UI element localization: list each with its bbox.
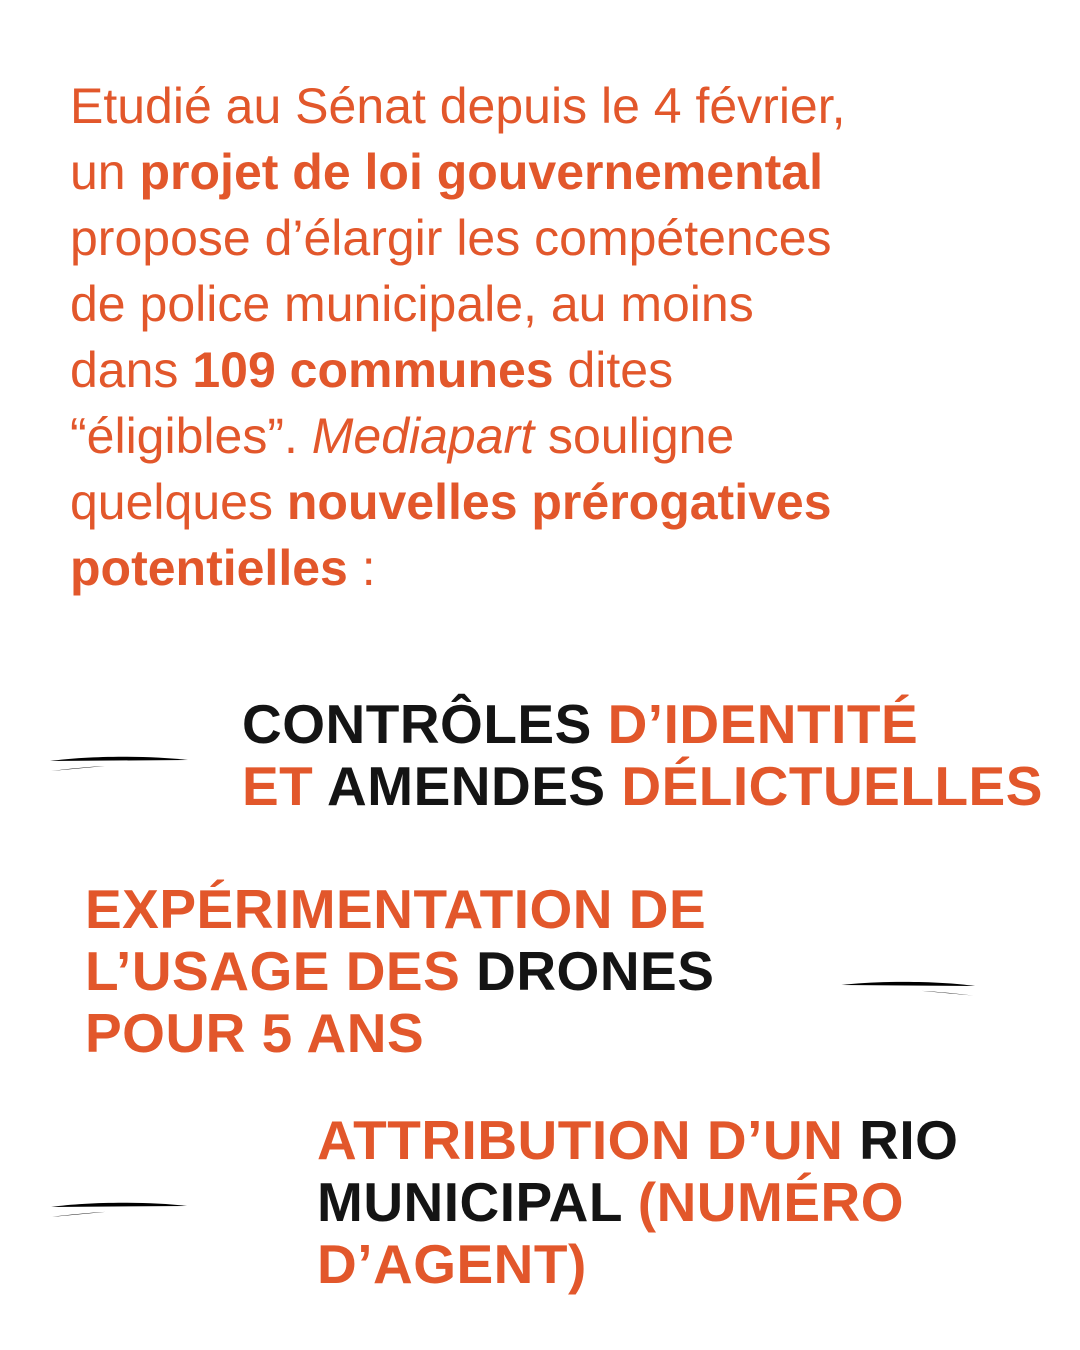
arrow-left-icon: [820, 922, 980, 1048]
text-segment: (NUMÉRO: [637, 1171, 905, 1233]
text-line: [70, 403, 846, 469]
text-line: [70, 535, 846, 601]
text-segment: RIO: [859, 1109, 959, 1171]
intro-paragraph: [70, 73, 846, 601]
text-segment: souligne: [534, 408, 735, 464]
text-line: [70, 73, 846, 139]
text-line: [85, 940, 714, 1002]
text-segment: D’IDENTITÉ: [607, 693, 919, 755]
text-line: [317, 1171, 958, 1233]
text-line: [317, 1233, 958, 1295]
text-segment: :: [347, 540, 376, 596]
text-line: [70, 271, 846, 337]
text-segment: un: [70, 144, 140, 200]
text-segment: DRONES: [476, 940, 715, 1002]
bullet-rio-municipal: [317, 1109, 958, 1295]
text-line: [85, 1002, 714, 1064]
text-segment: Etudié au Sénat depuis le 4 février,: [70, 78, 846, 134]
text-segment: L’USAGE DES: [85, 940, 477, 1002]
text-segment: de police municipale, au moins: [70, 276, 754, 332]
arrow-right-icon: [45, 695, 210, 825]
text-line: [242, 755, 1043, 817]
text-segment: D’AGENT): [317, 1233, 587, 1295]
bullet-drones: [85, 878, 714, 1064]
text-segment: nouvelles prérogatives: [286, 474, 832, 530]
text-line: [70, 205, 846, 271]
text-line: [242, 693, 1043, 755]
text-line: [85, 878, 714, 940]
text-segment: MUNICIPAL: [317, 1171, 638, 1233]
text-segment: ATTRIBUTION D’UN: [317, 1109, 860, 1171]
text-line: [70, 469, 846, 535]
text-segment: AMENDES: [327, 755, 622, 817]
text-segment: EXPÉRIMENTATION DE: [85, 878, 707, 940]
text-segment: DÉLICTUELLES: [621, 755, 1043, 817]
text-line: [70, 139, 846, 205]
text-segment: POUR 5 ANS: [85, 1002, 425, 1064]
text-segment: dites: [553, 342, 674, 398]
bullet-controles-identite: [242, 693, 1043, 817]
text-segment: propose d’élargir les compétences: [70, 210, 832, 266]
text-line: [70, 337, 846, 403]
text-segment: ET: [242, 755, 328, 817]
text-segment: dans: [70, 342, 193, 398]
text-segment: CONTRÔLES: [242, 693, 608, 755]
arrow-right-icon: [45, 1142, 210, 1270]
text-line: [317, 1109, 958, 1171]
text-segment: potentielles: [70, 540, 348, 596]
text-segment: “éligibles”.: [70, 408, 312, 464]
text-segment: Mediapart: [311, 408, 535, 464]
text-segment: quelques: [70, 474, 287, 530]
text-segment: projet de loi gouvernemental: [139, 144, 823, 200]
text-segment: 109 communes: [192, 342, 554, 398]
